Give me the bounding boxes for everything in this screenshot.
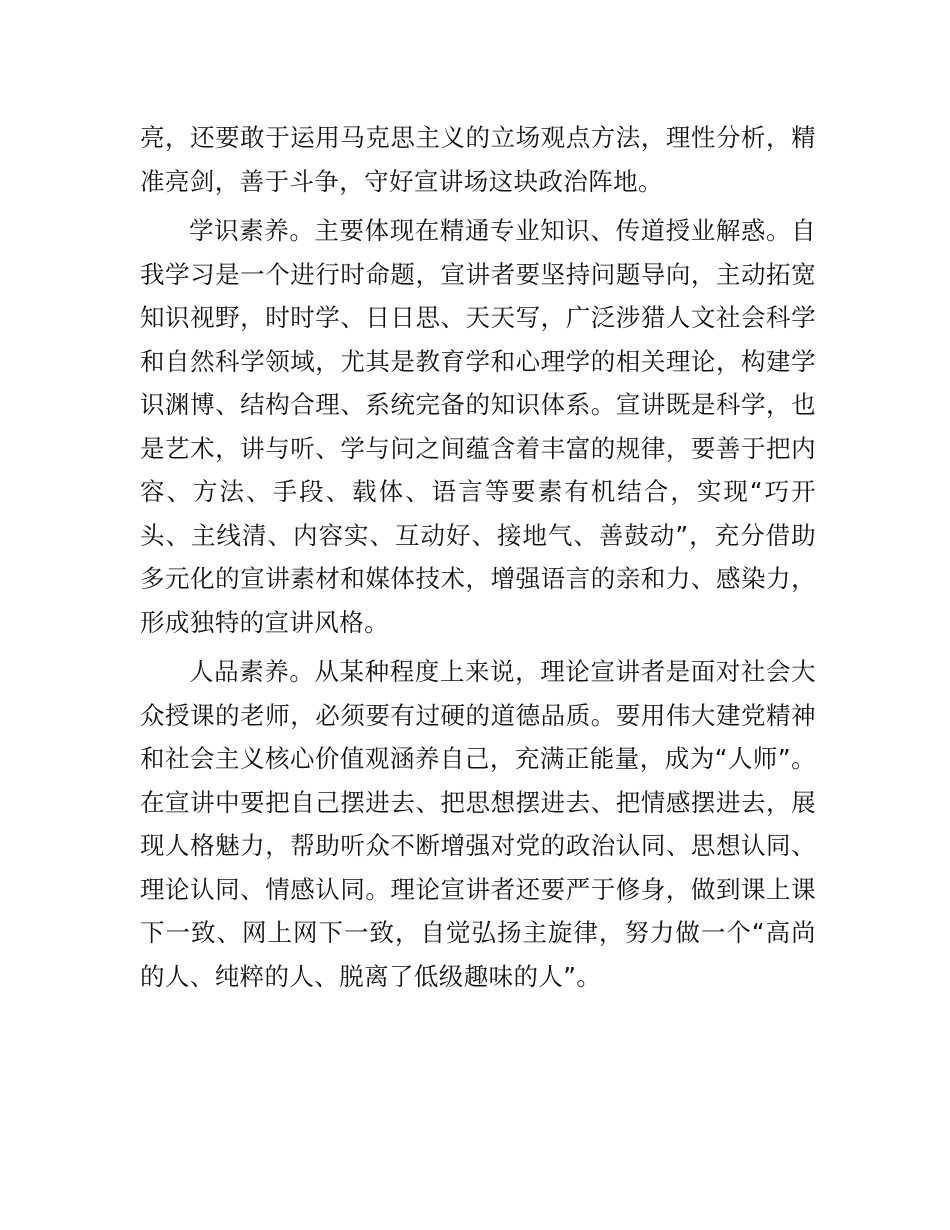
paragraph-academic-literacy: 学识素养。主要体现在精通专业知识、传道授业解惑。自我学习是一个进行时命题，宣讲者要坚持问题导向，主动拓宽知识视野，时时学、日日思、天天写，广泛涉猎人文社会科学和自然科学领域，尤其是教育学和心理学的相关理论，构建学识渊博、结构合理、系统完备的知识体系。宣讲既是科学，也是艺术，讲与听、学与问之间蕴含着丰富的规律，要善于把内容、方法、手段、载体、语言等要素有机结合，实现“巧开头、主线清、内容实、互动好、接地气、善鼓动”，充分借助多元化的宣讲素材和媒体技术，增强语言的亲和力、感染力，形成独特的宣讲风格。 [140,216,816,637]
document-body [140,116,816,1004]
paragraph-continuation: 亮，还要敢于运用马克思主义的立场观点方法，理性分析，精准亮剑，善于斗争，守好宣讲场这块政治阵地。 [140,123,816,196]
paragraph-moral-character: 人品素养。从某种程度上来说，理论宣讲者是面对社会大众授课的老师，必须要有过硬的道德品质。要用伟大建党精神和社会主义核心价值观涵养自己，充满正能量，成为“人师”。在宣讲中要把自己摆进去、把思想摆进去、把情感摆进去，展现人格魅力，帮助听众不断增强对党的政治认同、思想认同、理论认同、情感认同。理论宣讲者还要严于修身，做到课上课下一致、网上网下一致，自觉弘扬主旋律，努力做一个“高尚的人、纯粹的人、脱离了低级趣味的人”。 [140,657,816,991]
